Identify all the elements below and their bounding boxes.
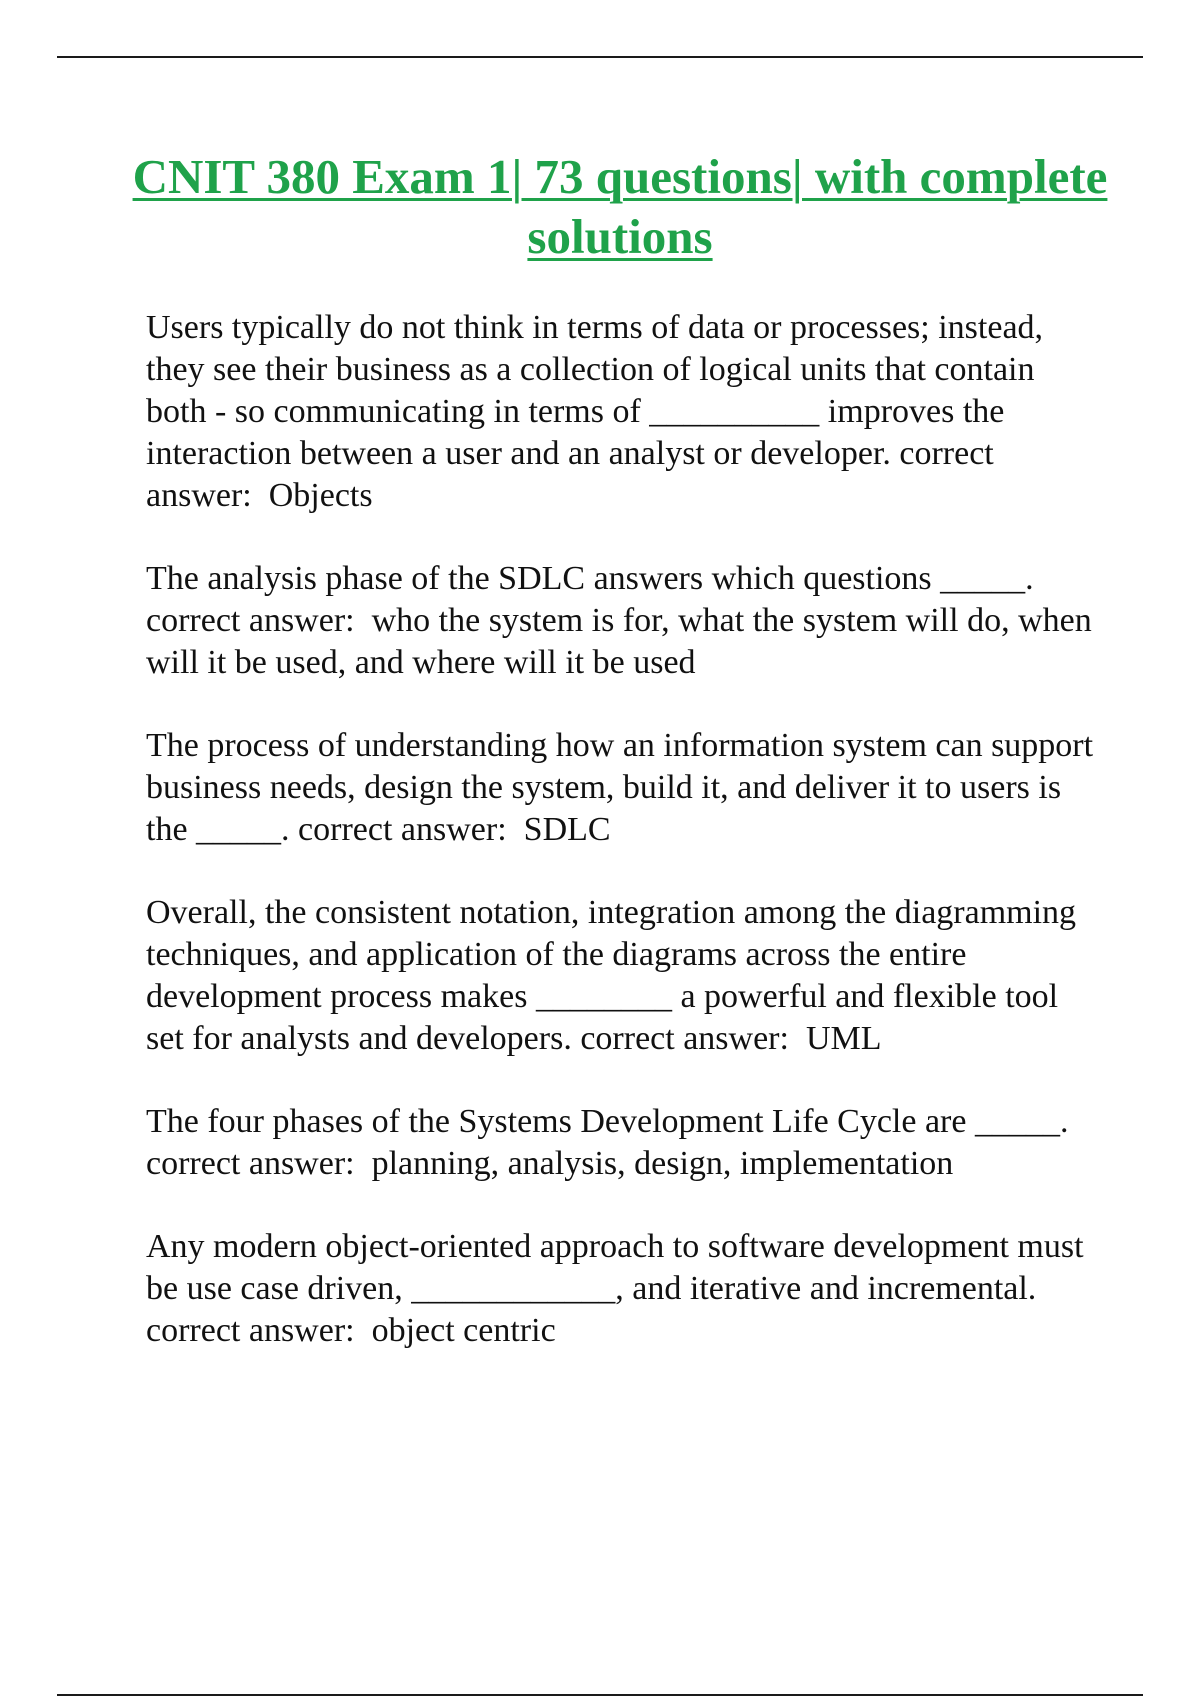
qa-item bbox=[146, 1226, 1096, 1352]
document-title: CNIT 380 Exam 1| 73 questions| with complete solutions bbox=[132, 149, 1108, 264]
answer-text: planning, analysis, design, implementation bbox=[371, 1145, 954, 1182]
question-text: The process of understanding how an information system can support business needs, design the system, build it, and deliver it to users is the _____. bbox=[146, 727, 1102, 848]
answer-label: correct answer: bbox=[580, 1020, 789, 1057]
question-text: The analysis phase of the SDLC answers which questions _____. bbox=[146, 560, 1034, 597]
answer-label: correct answer: bbox=[298, 811, 507, 848]
qa-list bbox=[146, 307, 1102, 1393]
qa-item bbox=[146, 725, 1102, 851]
answer-text: who the system is for, what the system will do, when will it be used, and where will it be used bbox=[146, 602, 1101, 681]
question-text: Users typically do not think in terms of data or processes; instead, they see their business as a collection of logical units that contain both - so communicating in terms of __________ improves the interaction between a user and an analyst or developer. bbox=[146, 309, 1052, 472]
answer-text: object centric bbox=[371, 1312, 556, 1349]
answer-label: correct answer: bbox=[146, 602, 355, 639]
qa-item bbox=[146, 892, 1096, 1060]
question-text: Overall, the consistent notation, integration among the diagramming techniques, and application of the diagrams across the entire development process makes ________ a powerful and flexible tool set for analysts and developers. bbox=[146, 894, 1085, 1057]
answer-text: Objects bbox=[268, 477, 373, 514]
top-rule bbox=[57, 56, 1143, 58]
question-text: The four phases of the Systems Development Life Cycle are _____. bbox=[146, 1103, 1069, 1140]
qa-item bbox=[146, 1101, 1096, 1185]
qa-item bbox=[146, 307, 1096, 517]
question-text: Any modern object-oriented approach to software development must be use case driven, ____________, and iterative and incremental. bbox=[146, 1228, 1093, 1307]
answer-label: correct answer: bbox=[146, 1145, 355, 1182]
answer-label: correct answer: bbox=[146, 1312, 355, 1349]
bottom-rule bbox=[57, 1694, 1143, 1696]
qa-item bbox=[146, 558, 1101, 684]
answer-text: SDLC bbox=[523, 811, 611, 848]
answer-text: UML bbox=[805, 1020, 882, 1057]
answer-label: correct answer: bbox=[146, 435, 1003, 514]
